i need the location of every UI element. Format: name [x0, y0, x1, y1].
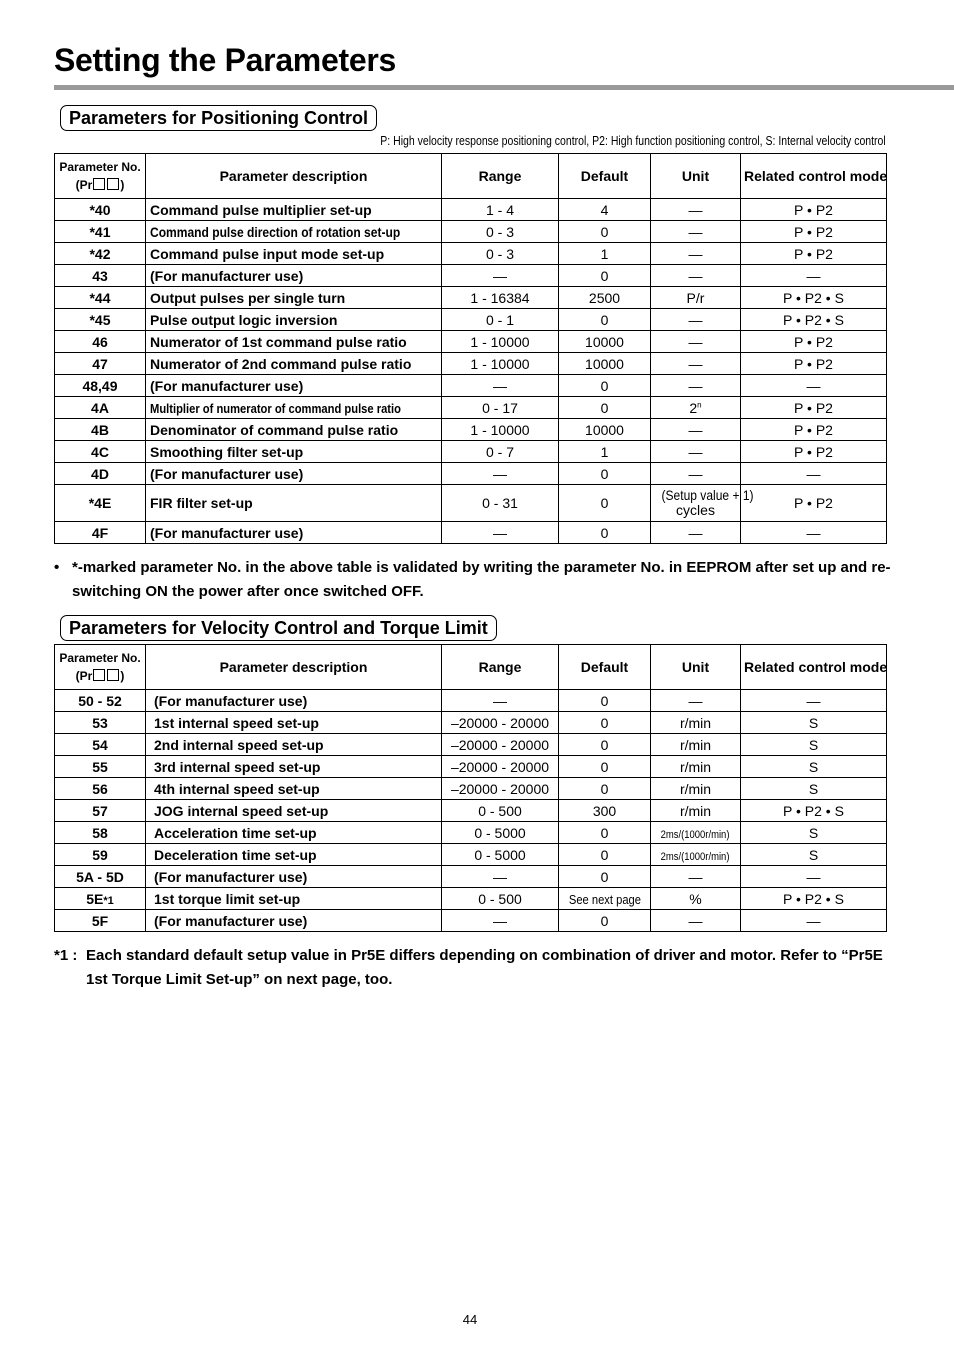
param-desc-text: Multiplier of numerator of command pulse ratio	[150, 400, 401, 416]
param-desc: 4th internal speed set-up	[146, 778, 442, 800]
footnote-marker: *1	[103, 894, 114, 907]
param-range: 0 - 5000	[442, 822, 559, 844]
param-unit: —	[651, 910, 741, 932]
param-unit: —	[651, 419, 741, 441]
header-prefix-open: (Pr	[75, 178, 93, 192]
param-mode: P • P2	[741, 331, 887, 353]
param-no: 55	[55, 756, 146, 778]
title-rule	[54, 85, 954, 90]
table-row	[55, 243, 887, 265]
header-default: Default	[559, 154, 651, 199]
header-control-mode: Related control mode	[741, 154, 887, 199]
param-mode: P • P2 • S	[741, 888, 887, 910]
param-desc: Numerator of 2nd command pulse ratio	[146, 353, 442, 375]
param-no: *45	[55, 309, 146, 331]
note-text: *-marked parameter No. in the above table is validated by writing the parameter No. in EEPROM after set up and re-switching ON the power after once switched OFF.	[72, 559, 891, 600]
header-unit: Unit	[651, 154, 741, 199]
param-mode: P • P2	[741, 397, 887, 419]
param-desc: 1st torque limit set-up	[146, 888, 442, 910]
torque-limit-footnote	[54, 944, 894, 992]
table-row	[55, 441, 887, 463]
param-default: 1	[559, 243, 651, 265]
param-default	[559, 888, 651, 910]
table-row	[55, 375, 887, 397]
param-desc: Command pulse input mode set-up	[146, 243, 442, 265]
param-mode: P • P2 • S	[741, 287, 887, 309]
param-range: 1 - 10000	[442, 419, 559, 441]
param-no: *44	[55, 287, 146, 309]
param-unit: —	[651, 441, 741, 463]
param-desc: (For manufacturer use)	[146, 265, 442, 287]
param-mode: P • P2 • S	[741, 800, 887, 822]
param-no: 50 - 52	[55, 690, 146, 712]
unit-line-2: cycles	[676, 502, 715, 518]
param-mode: P • P2	[741, 419, 887, 441]
param-default: 0	[559, 221, 651, 243]
param-default: 4	[559, 199, 651, 221]
param-no: 5A - 5D	[55, 866, 146, 888]
param-mode: P • P2	[741, 221, 887, 243]
param-default: 0	[559, 309, 651, 331]
table-row	[55, 734, 887, 756]
param-unit	[651, 485, 754, 522]
param-unit: P/r	[651, 287, 741, 309]
param-range: 1 - 16384	[442, 287, 559, 309]
param-range: —	[442, 463, 559, 485]
param-desc	[146, 221, 442, 243]
param-unit: —	[651, 331, 741, 353]
param-default: 10000	[559, 419, 651, 441]
table-row	[55, 910, 887, 932]
param-range: —	[442, 522, 559, 544]
param-mode: —	[741, 866, 887, 888]
param-no: 4F	[55, 522, 146, 544]
param-mode: —	[741, 910, 887, 932]
param-no: 43	[55, 265, 146, 287]
param-desc: Numerator of 1st command pulse ratio	[146, 331, 442, 353]
param-no: 4D	[55, 463, 146, 485]
param-no-text: 5E	[86, 890, 104, 907]
param-desc: Pulse output logic inversion	[146, 309, 442, 331]
param-default: 0	[559, 756, 651, 778]
param-unit: —	[651, 375, 741, 397]
param-mode: S	[741, 734, 887, 756]
param-default: 10000	[559, 353, 651, 375]
placeholder-box-icon	[93, 178, 105, 190]
eeprom-note	[54, 556, 894, 604]
table-row	[55, 522, 887, 544]
unit-text: 2ms/(1000r/min)	[661, 828, 730, 841]
param-unit: r/min	[651, 712, 741, 734]
param-range: —	[442, 265, 559, 287]
param-no: 5F	[55, 910, 146, 932]
param-mode: S	[741, 712, 887, 734]
param-unit: r/min	[651, 778, 741, 800]
param-range: 1 - 10000	[442, 331, 559, 353]
param-default: 0	[559, 910, 651, 932]
placeholder-box-icon	[93, 669, 105, 681]
param-no: 57	[55, 800, 146, 822]
placeholder-box-icon	[107, 669, 119, 681]
param-range: 0 - 500	[442, 888, 559, 910]
table-row	[55, 287, 887, 309]
header-parameter-no-label: Parameter No.	[59, 160, 141, 174]
param-range: 1 - 10000	[442, 353, 559, 375]
table-row	[55, 309, 887, 331]
param-mode: P • P2	[741, 353, 887, 375]
param-range: 0 - 500	[442, 800, 559, 822]
header-parameter-no	[55, 154, 146, 199]
param-no	[55, 888, 146, 910]
unit-line-1: (Setup value + 1)	[661, 487, 754, 503]
table-header-row	[55, 154, 887, 199]
unit-text: 2ms/(1000r/min)	[661, 850, 730, 863]
footnote-text: Each standard default setup value in Pr5E differs depending on combination of driver and motor. Refer to “Pr5E 1st Torque Limit Set-up” on next page, too.	[86, 947, 883, 988]
param-unit: —	[651, 690, 741, 712]
header-control-mode: Related control mode	[741, 645, 887, 690]
section-title-positioning: Parameters for Positioning Control	[60, 105, 377, 131]
param-no: 4B	[55, 419, 146, 441]
param-unit: r/min	[651, 756, 741, 778]
param-default: 0	[559, 265, 651, 287]
param-unit: —	[651, 243, 741, 265]
param-mode: S	[741, 822, 887, 844]
param-unit: —	[651, 265, 741, 287]
param-no: 58	[55, 822, 146, 844]
param-default: 10000	[559, 331, 651, 353]
param-no: 47	[55, 353, 146, 375]
param-mode: —	[741, 463, 887, 485]
param-desc: Denominator of command pulse ratio	[146, 419, 442, 441]
param-unit: —	[651, 463, 741, 485]
param-range: 0 - 31	[442, 485, 559, 522]
param-default: 0	[559, 822, 651, 844]
param-mode: S	[741, 756, 887, 778]
param-unit: —	[651, 199, 741, 221]
param-mode: —	[741, 375, 887, 397]
header-description: Parameter description	[146, 154, 442, 199]
param-no: 48,49	[55, 375, 146, 397]
param-range: –20000 - 20000	[442, 756, 559, 778]
param-desc: (For manufacturer use)	[146, 522, 442, 544]
param-no: 4C	[55, 441, 146, 463]
param-desc: (For manufacturer use)	[146, 910, 442, 932]
param-desc: 2nd internal speed set-up	[146, 734, 442, 756]
param-no: *40	[55, 199, 146, 221]
param-range: 0 - 5000	[442, 844, 559, 866]
param-desc: Acceleration time set-up	[146, 822, 442, 844]
param-default: 0	[559, 522, 651, 544]
positioning-parameters-table	[54, 153, 887, 544]
param-default: 0	[559, 485, 651, 522]
table-row	[55, 397, 887, 419]
param-unit: —	[651, 522, 741, 544]
param-range: –20000 - 20000	[442, 778, 559, 800]
table-row	[55, 888, 887, 910]
param-unit	[651, 397, 741, 419]
param-default: 0	[559, 712, 651, 734]
header-default: Default	[559, 645, 651, 690]
param-range: 0 - 17	[442, 397, 559, 419]
param-default: 0	[559, 734, 651, 756]
param-range: –20000 - 20000	[442, 712, 559, 734]
param-desc: (For manufacturer use)	[146, 375, 442, 397]
table-row	[55, 199, 887, 221]
param-no: 54	[55, 734, 146, 756]
param-default: 0	[559, 397, 651, 419]
table-row	[55, 778, 887, 800]
param-default: 0	[559, 690, 651, 712]
param-default: 2500	[559, 287, 651, 309]
table-row	[55, 463, 887, 485]
param-mode: —	[741, 690, 887, 712]
table-row	[55, 822, 887, 844]
param-desc: Command pulse multiplier set-up	[146, 199, 442, 221]
param-range: 0 - 7	[442, 441, 559, 463]
velocity-parameters-table	[54, 644, 887, 932]
param-desc-text: Command pulse direction of rotation set-up	[150, 223, 401, 240]
param-default: 300	[559, 800, 651, 822]
header-description: Parameter description	[146, 645, 442, 690]
param-range: —	[442, 910, 559, 932]
param-no: 56	[55, 778, 146, 800]
param-mode: S	[741, 844, 887, 866]
table-row	[55, 690, 887, 712]
param-unit: r/min	[651, 800, 741, 822]
param-mode: —	[741, 522, 887, 544]
param-desc: JOG internal speed set-up	[146, 800, 442, 822]
table-row	[55, 485, 887, 522]
param-unit: —	[651, 866, 741, 888]
param-unit: %	[651, 888, 741, 910]
param-default: 0	[559, 463, 651, 485]
default-text: See next page	[568, 891, 641, 907]
param-mode: P • P2	[741, 199, 887, 221]
control-mode-legend: P: High velocity response positioning control, P2: High function positioning control, S: Internal velocity control	[380, 134, 886, 148]
header-prefix-open: (Pr	[75, 669, 93, 683]
header-range: Range	[442, 645, 559, 690]
param-unit	[651, 844, 741, 866]
table-row	[55, 331, 887, 353]
page-title: Setting the Parameters	[54, 42, 396, 78]
header-prefix-close: )	[120, 178, 125, 192]
header-parameter-no	[55, 645, 146, 690]
unit-base: 2	[689, 399, 698, 416]
param-default: 1	[559, 441, 651, 463]
param-desc: 3rd internal speed set-up	[146, 756, 442, 778]
footnote-label: *1 :	[54, 947, 78, 964]
header-unit: Unit	[651, 645, 741, 690]
param-desc: Deceleration time set-up	[146, 844, 442, 866]
param-mode: P • P2 • S	[741, 309, 887, 331]
param-mode: P • P2	[741, 243, 887, 265]
header-prefix-close: )	[120, 669, 125, 683]
param-unit: r/min	[651, 734, 741, 756]
table-row	[55, 800, 887, 822]
section-title-velocity: Parameters for Velocity Control and Torque Limit	[60, 615, 497, 641]
param-mode: S	[741, 778, 887, 800]
param-default: 0	[559, 778, 651, 800]
param-no: 53	[55, 712, 146, 734]
param-unit: —	[651, 353, 741, 375]
param-range: 1 - 4	[442, 199, 559, 221]
param-range: 0 - 3	[442, 243, 559, 265]
param-range: 0 - 3	[442, 221, 559, 243]
param-desc	[146, 397, 442, 419]
param-mode: —	[741, 265, 887, 287]
table-row	[55, 712, 887, 734]
table-row	[55, 419, 887, 441]
param-desc: FIR filter set-up	[146, 485, 442, 522]
table-row	[55, 353, 887, 375]
param-mode: P • P2	[741, 441, 887, 463]
table-row	[55, 844, 887, 866]
param-default: 0	[559, 866, 651, 888]
unit-exponent: n	[697, 399, 702, 409]
param-no: 59	[55, 844, 146, 866]
header-range: Range	[442, 154, 559, 199]
param-no: 46	[55, 331, 146, 353]
param-range: —	[442, 690, 559, 712]
param-desc: (For manufacturer use)	[146, 866, 442, 888]
param-default: 0	[559, 844, 651, 866]
param-no: *42	[55, 243, 146, 265]
note-bullet: •	[54, 559, 60, 576]
param-range: —	[442, 375, 559, 397]
table-row	[55, 756, 887, 778]
param-no: *41	[55, 221, 146, 243]
param-desc: (For manufacturer use)	[146, 463, 442, 485]
param-desc: Output pulses per single turn	[146, 287, 442, 309]
param-no: *4E	[55, 485, 146, 522]
param-no: 4A	[55, 397, 146, 419]
param-unit	[651, 822, 741, 844]
table-row	[55, 866, 887, 888]
param-unit: —	[651, 221, 741, 243]
header-parameter-no-label: Parameter No.	[59, 651, 141, 665]
table-header-row	[55, 645, 887, 690]
page-number: 44	[462, 1312, 478, 1327]
param-range: 0 - 1	[442, 309, 559, 331]
param-default: 0	[559, 375, 651, 397]
param-desc: 1st internal speed set-up	[146, 712, 442, 734]
param-range: –20000 - 20000	[442, 734, 559, 756]
table-row	[55, 265, 887, 287]
param-desc: (For manufacturer use)	[146, 690, 442, 712]
param-range: —	[442, 866, 559, 888]
table-row	[55, 221, 887, 243]
param-mode: P • P2	[741, 485, 887, 522]
param-desc: Smoothing filter set-up	[146, 441, 442, 463]
param-unit: —	[651, 309, 741, 331]
placeholder-box-icon	[107, 178, 119, 190]
